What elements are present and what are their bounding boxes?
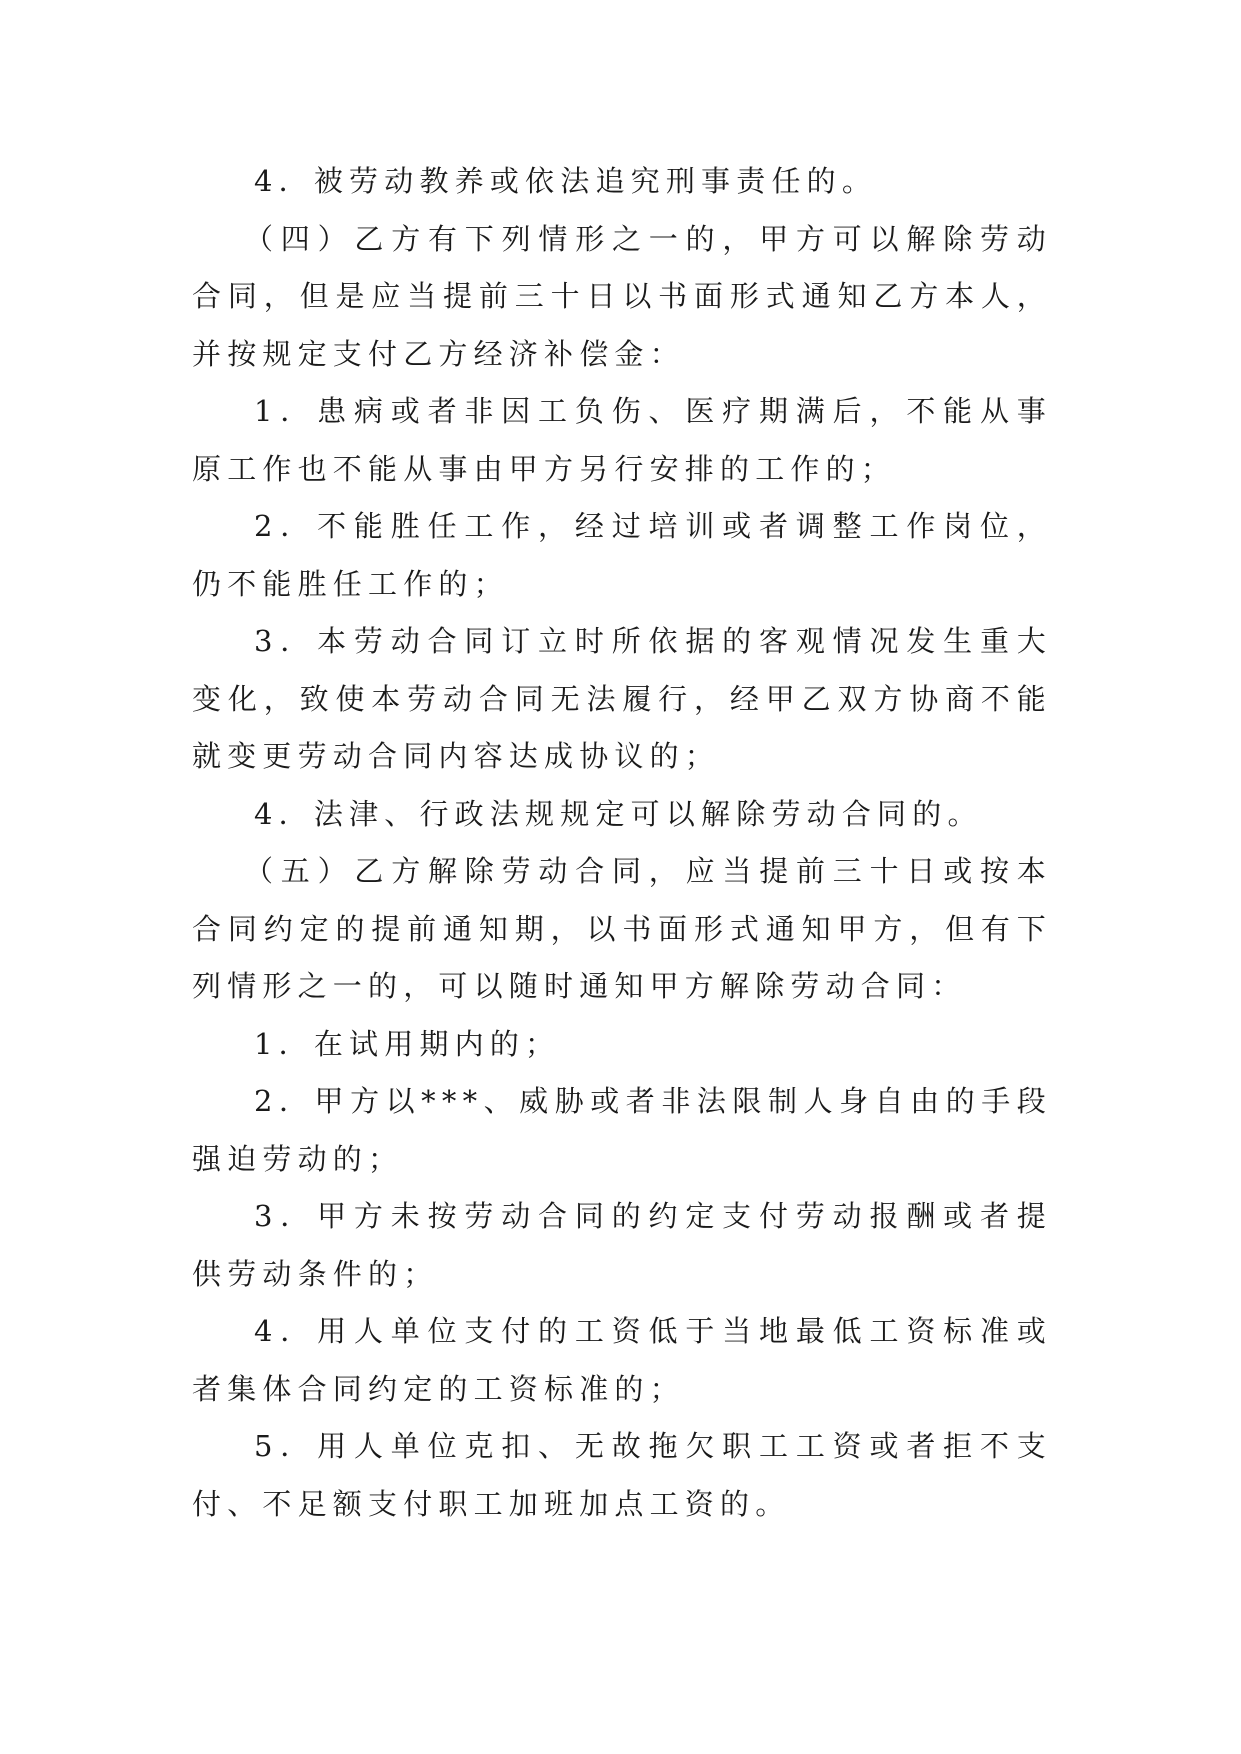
clause-item-1b: 1．在试用期内的； [254,1026,561,1061]
clause-item-5: 5．用人单位克扣、无故拖欠职工工资或者拒不支付、不足额支付职工加班加点工资的。 [192,1429,1052,1521]
clause-item-1: 1．患病或者非因工负伤、医疗期满后，不能从事原工作也不能从事由甲方另行安排的工作的； [192,394,1052,486]
clause-item-3b: 3．甲方未按劳动合同的约定支付劳动报酬或者提供劳动条件的； [192,1199,1052,1291]
document-body [192,153,1052,1533]
clause-item-2b: 2．甲方以***、威胁或者非法限制人身自由的手段强迫劳动的； [192,1084,1052,1176]
clause-section-5: （五）乙方解除劳动合同，应当提前三十日或按本合同约定的提前通知期，以书面形式通知甲方，但有下列情形之一的，可以随时通知甲方解除劳动合同： [192,854,1052,1003]
clause-item-4b: 4．法津、行政法规规定可以解除劳动合同的。 [254,796,983,831]
clause-item-2: 2．不能胜任工作，经过培训或者调整工作岗位，仍不能胜任工作的； [192,509,1052,601]
clause-item-4: 4．被劳动教养或依法追究刑事责任的。 [254,164,878,198]
clause-item-3: 3．本劳动合同订立时所依据的客观情况发生重大变化，致使本劳动合同无法履行，经甲乙双方协商不能就变更劳动合同内容达成协议的； [192,624,1052,773]
clause-section-4: （四）乙方有下列情形之一的，甲方可以解除劳动合同，但是应当提前三十日以书面形式通知乙方本人，并按规定支付乙方经济补偿金： [192,221,1052,371]
clause-item-4c: 4．用人单位支付的工资低于当地最低工资标准或者集体合同约定的工资标准的； [192,1314,1052,1406]
